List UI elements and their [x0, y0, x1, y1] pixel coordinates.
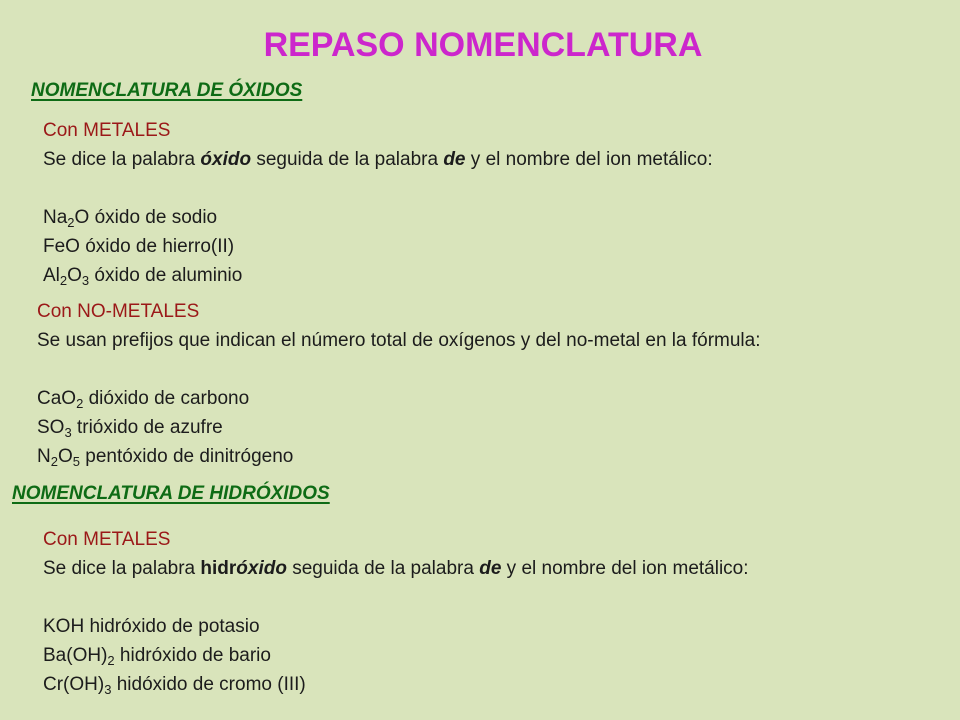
keyword-hidr: hidr: [200, 558, 237, 579]
oxidos-nometales-subtitle: Con NO-METALES: [37, 301, 200, 322]
keyword-de: de: [479, 558, 502, 579]
keyword-oxido: óxido: [236, 558, 287, 579]
hidroxidos-metales-subtitle: Con METALES: [43, 529, 171, 550]
oxidos-metales-description: Se dice la palabra óxido seguida de la palabra de y el nombre del ion metálico:: [43, 149, 713, 170]
hidroxidos-metales-block: [43, 525, 749, 699]
keyword-oxido: óxido: [200, 149, 252, 170]
oxidos-metales-example-2: FeO óxido de hierro(II): [43, 236, 235, 257]
hidroxidos-metales-example-1: KOH hidróxido de potasio: [43, 616, 260, 637]
oxidos-metales-example-1: $Na_2O$ óxido de sodio: [43, 207, 218, 230]
oxidos-metales-example-3: $Al_2O_3$ óxido de aluminio: [43, 265, 243, 288]
hidroxidos-metales-description: Se dice la palabra hidróxido seguida de la palabra de y el nombre del ion metálico:: [43, 558, 749, 579]
section-heading-oxidos: NOMENCLATURA DE ÓXIDOS: [31, 80, 303, 101]
hidroxidos-metales-example-3: $Cr(OH)_3$ hidóxido de cromo (III): [43, 674, 306, 697]
oxidos-nometales-example-1: CaO$_2$ dióxido de carbono: [37, 388, 250, 411]
page-title: REPASO NOMENCLATURA: [263, 26, 703, 64]
oxidos-nometales-example-2: $SO_3$ trióxido de azufre: [37, 417, 223, 440]
oxidos-metales-block: [43, 116, 713, 290]
oxidos-nometales-description: Se usan prefijos que indican el número total de oxígenos y del no-metal en la fórmula:: [37, 330, 761, 351]
oxidos-metales-subtitle: Con METALES: [43, 120, 171, 141]
oxidos-nometales-example-3: $N_2O_5$ pentóxido de dinitrógeno: [37, 446, 294, 469]
keyword-de: de: [443, 149, 466, 170]
oxidos-nometales-block: [37, 297, 760, 471]
section-heading-hidroxidos: NOMENCLATURA DE HIDRÓXIDOS: [12, 483, 330, 504]
hidroxidos-metales-example-2: $Ba(OH)_2$ hidróxido de bario: [43, 645, 271, 668]
